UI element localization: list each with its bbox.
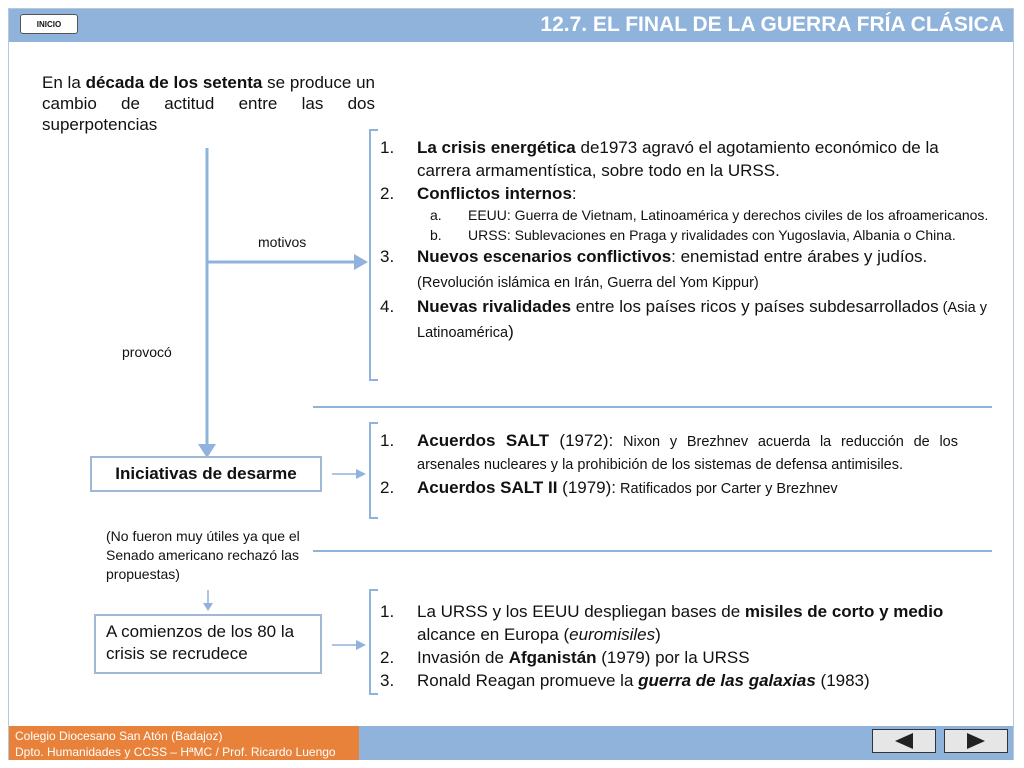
footer-credits bbox=[9, 726, 359, 760]
motive-item: 4. Nuevas rivalidades entre los países ricos y países subdesarrollados (Asia y Latinoamérica) bbox=[380, 297, 987, 341]
eighties-item: 3. Ronald Reagan promueve la guerra de las galaxias (1983) bbox=[380, 671, 870, 690]
disarmament-note: (No fueron muy útiles ya que el Senado americano rechazó las propuestas) bbox=[106, 528, 300, 582]
eighties-item: 1. La URSS y los EEUU despliegan bases de misiles de corto y medio alcance en Europa (euromisiles) bbox=[380, 602, 944, 644]
motive-item: 1. La crisis energética de1973 agravó el agotamiento económico de la carrera armamentística, sobre todo en la URSS. bbox=[380, 138, 939, 180]
motives-list bbox=[380, 136, 995, 345]
motivos-label: motivos bbox=[258, 234, 307, 250]
footer-school: Colegio Diocesano San Atón (Badajoz) bbox=[15, 729, 223, 743]
disarmament-list bbox=[380, 430, 958, 501]
home-button[interactable]: INICIO bbox=[20, 14, 78, 34]
motive-item: 3. Nuevos escenarios conflictivos: enemistad entre árabes y judíos. (Revolución islámica en Irán, Guerra del Yom Kippur) bbox=[380, 247, 928, 291]
eighties-box: A comienzos de los 80 la crisis se recrudece bbox=[94, 614, 322, 674]
motive-subitem: b. URSS: Sublevaciones en Praga y rivalidades con Yugoslavia, Albania o China. bbox=[430, 227, 956, 243]
slide-title: 12.7. EL FINAL DE LA GUERRA FRÍA CLÁSICA bbox=[540, 13, 1004, 36]
eighties-item: 2. Invasión de Afganistán (1979) por la URSS bbox=[380, 648, 750, 667]
triangle-left-icon bbox=[873, 730, 935, 752]
next-button[interactable] bbox=[944, 729, 1008, 753]
motive-item: 2. Conflictos internos: bbox=[380, 184, 577, 203]
disarmament-item: 2. Acuerdos SALT II (1979): Ratificados por Carter y Brezhnev bbox=[380, 478, 838, 497]
footer-department: Dpto. Humanidades y CCSS – HªMC / Prof. Ricardo Luengo bbox=[15, 745, 336, 759]
triangle-right-icon bbox=[945, 730, 1007, 752]
eighties-list bbox=[380, 600, 990, 692]
provoco-label: provocó bbox=[122, 344, 172, 360]
intro-text: En la década de los setenta se produce un cambio de actitud entre las dos superpotencias bbox=[42, 73, 375, 134]
disarmament-box: Iniciativas de desarme bbox=[90, 456, 322, 492]
disarmament-item: 1. Acuerdos SALT (1972): Nixon y Brezhnev acuerda la reducción de los arsenales nucleares y la prohibición de los sistemas de defensa antimisiles. bbox=[380, 431, 958, 473]
motive-subitem: a. EEUU: Guerra de Vietnam, Latinoamérica y derechos civiles de los afroamericanos. bbox=[430, 207, 989, 223]
previous-button[interactable] bbox=[872, 729, 936, 753]
